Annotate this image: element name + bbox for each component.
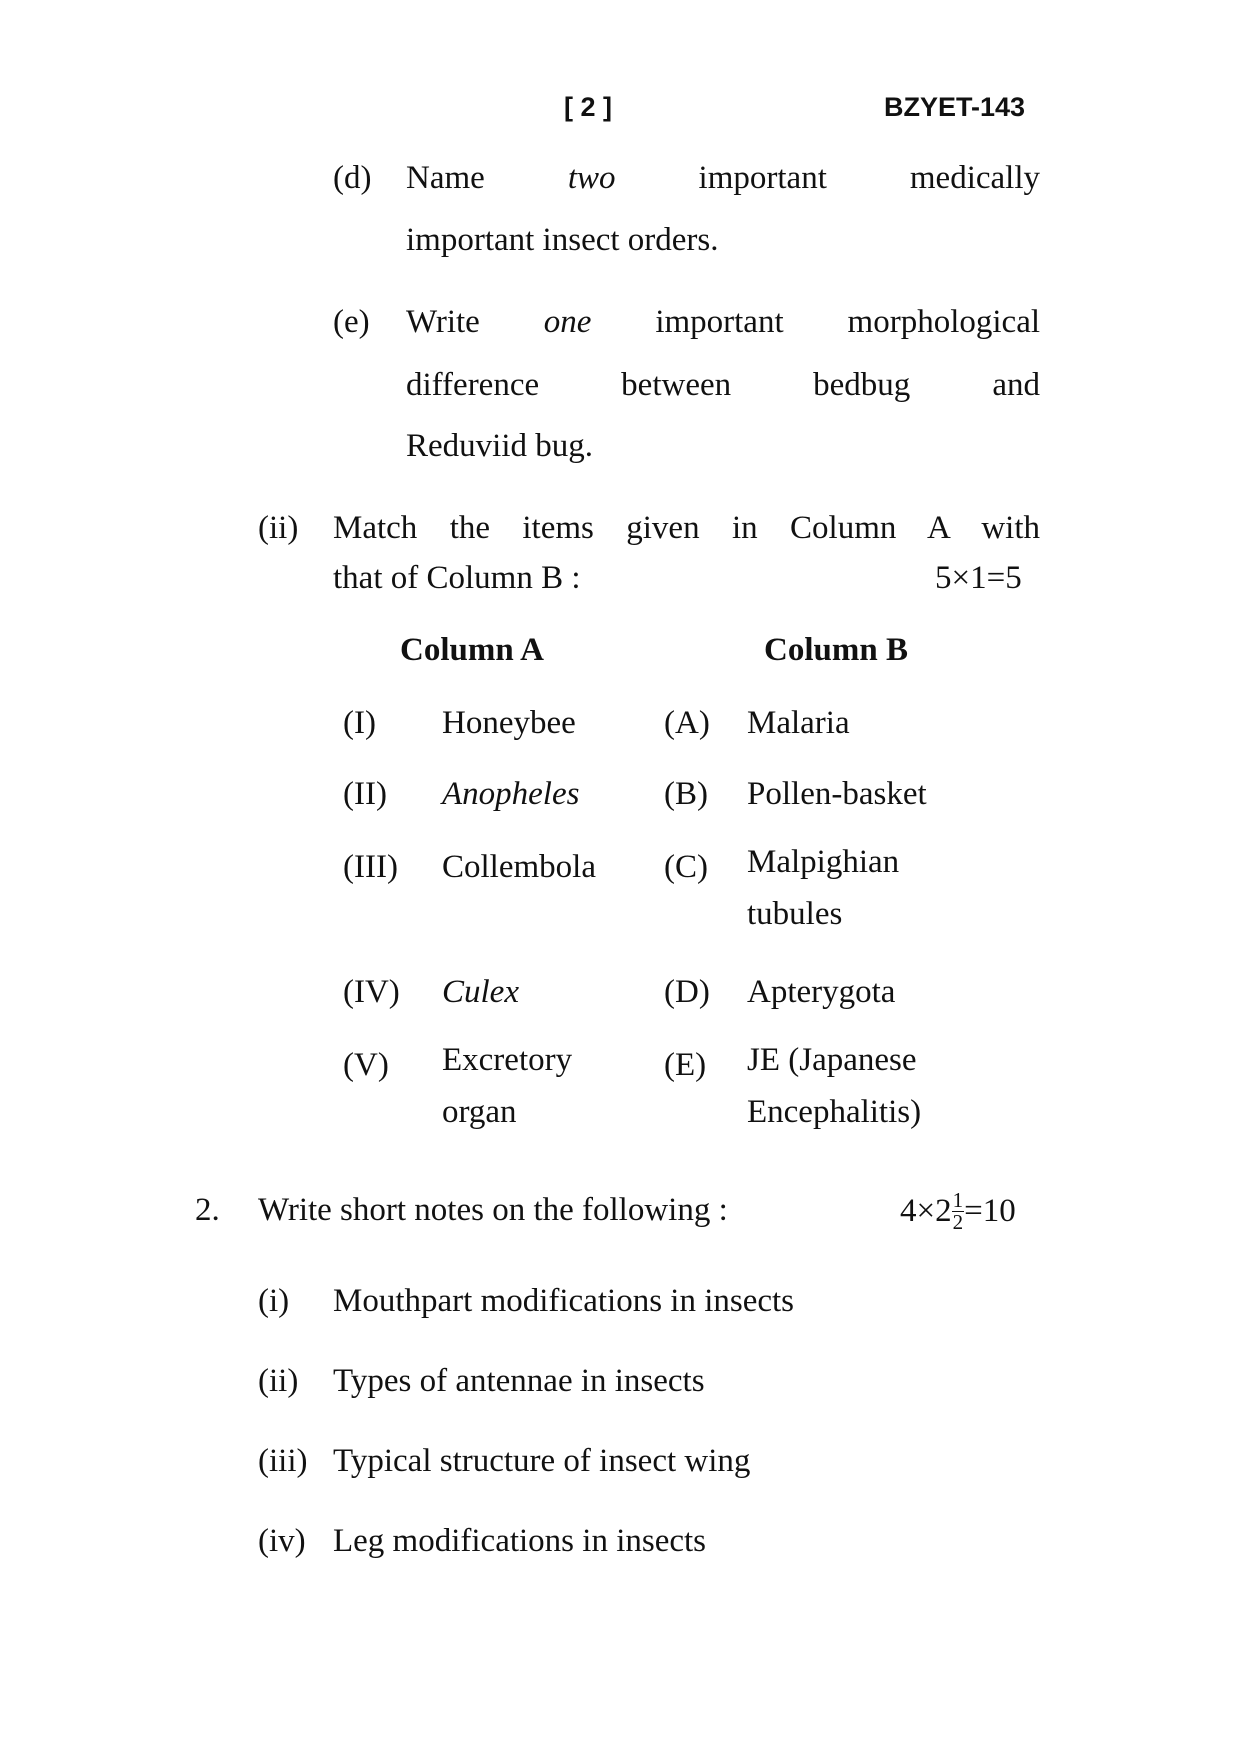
word: important — [698, 160, 827, 196]
part-ii-label: (ii) — [258, 510, 299, 546]
word-emphasis: one — [543, 304, 592, 340]
part-e-label: (e) — [333, 304, 370, 340]
row-a-text: Collembola — [442, 849, 596, 885]
page-number: [ 2 ] — [564, 92, 613, 122]
row-b-text: Malaria — [747, 705, 850, 741]
note-item-text: Types of antennae in insects — [333, 1363, 705, 1399]
word: bedbug — [813, 367, 911, 403]
row-a-text: Honeybee — [442, 705, 576, 741]
word: in — [731, 510, 758, 546]
word: Column — [790, 510, 897, 546]
word: items — [522, 510, 594, 546]
note-item-text: Typical structure of insect wing — [333, 1443, 751, 1479]
row-b-text: Malpighian tubules — [747, 844, 900, 932]
part-ii-line2: that of Column B : — [333, 560, 581, 596]
marks-suffix: =10 — [964, 1193, 1016, 1230]
part-ii-marks: 5×1=5 — [935, 560, 1022, 596]
note-item-label: (i) — [258, 1283, 290, 1319]
word: Match — [333, 510, 418, 546]
row-b-text: JE (Japanese Encephalitis) — [747, 1042, 922, 1130]
row-a-label: (III) — [343, 849, 398, 885]
word: difference — [406, 367, 540, 403]
question-2-number: 2. — [195, 1192, 220, 1228]
row-a-label: (I) — [343, 705, 376, 741]
row-b-label: (A) — [664, 705, 710, 741]
word: A — [926, 510, 949, 546]
part-d-label: (d) — [333, 160, 372, 196]
question-2-marks — [900, 1188, 1016, 1235]
word: with — [981, 510, 1040, 546]
word: given — [626, 510, 700, 546]
fraction-numerator: 1 — [952, 1188, 964, 1212]
part-d-line2: important insect orders. — [406, 222, 719, 258]
fraction-denominator: 2 — [952, 1210, 964, 1234]
note-item-text: Mouthpart modifications in insects — [333, 1283, 795, 1319]
row-b-label: (C) — [664, 849, 708, 885]
part-ii-line1 — [333, 510, 1040, 547]
marks-fraction — [952, 1190, 965, 1233]
row-a-text: Excretory organ — [442, 1042, 573, 1130]
note-item-text: Leg modifications in insects — [333, 1523, 707, 1559]
word: the — [449, 510, 491, 546]
row-a-label: (V) — [343, 1047, 389, 1083]
row-a-text: Culex — [442, 974, 519, 1010]
column-b-header: Column B — [764, 632, 908, 668]
word: important — [655, 304, 784, 340]
row-b-text: Pollen-basket — [747, 776, 927, 812]
word: Name — [406, 160, 485, 196]
note-item-label: (iv) — [258, 1523, 306, 1559]
row-b-label: (B) — [664, 776, 708, 812]
row-a-label: (IV) — [343, 974, 400, 1010]
paper-code: BZYET-143 — [884, 92, 1026, 122]
word-emphasis: two — [567, 160, 616, 196]
word: Write — [406, 304, 480, 340]
question-2-text: Write short notes on the following : — [258, 1192, 728, 1228]
part-d-line1 — [406, 160, 1040, 197]
note-item-label: (ii) — [258, 1363, 299, 1399]
word: medically — [909, 160, 1041, 196]
row-b-label: (E) — [664, 1047, 707, 1083]
word: morphological — [847, 304, 1041, 340]
part-e-line1 — [406, 304, 1040, 341]
word: between — [621, 367, 732, 403]
part-e-line3: Reduviid bug. — [406, 428, 593, 464]
column-a-header: Column A — [400, 632, 544, 668]
part-e-line2 — [406, 367, 1040, 404]
row-b-text: Apterygota — [747, 974, 896, 1010]
note-item-label: (iii) — [258, 1443, 308, 1479]
row-a-label: (II) — [343, 776, 387, 812]
row-a-text: Anopheles — [442, 776, 580, 812]
marks-prefix: 4×2 — [900, 1193, 952, 1230]
row-b-label: (D) — [664, 974, 710, 1010]
word: and — [992, 367, 1040, 403]
